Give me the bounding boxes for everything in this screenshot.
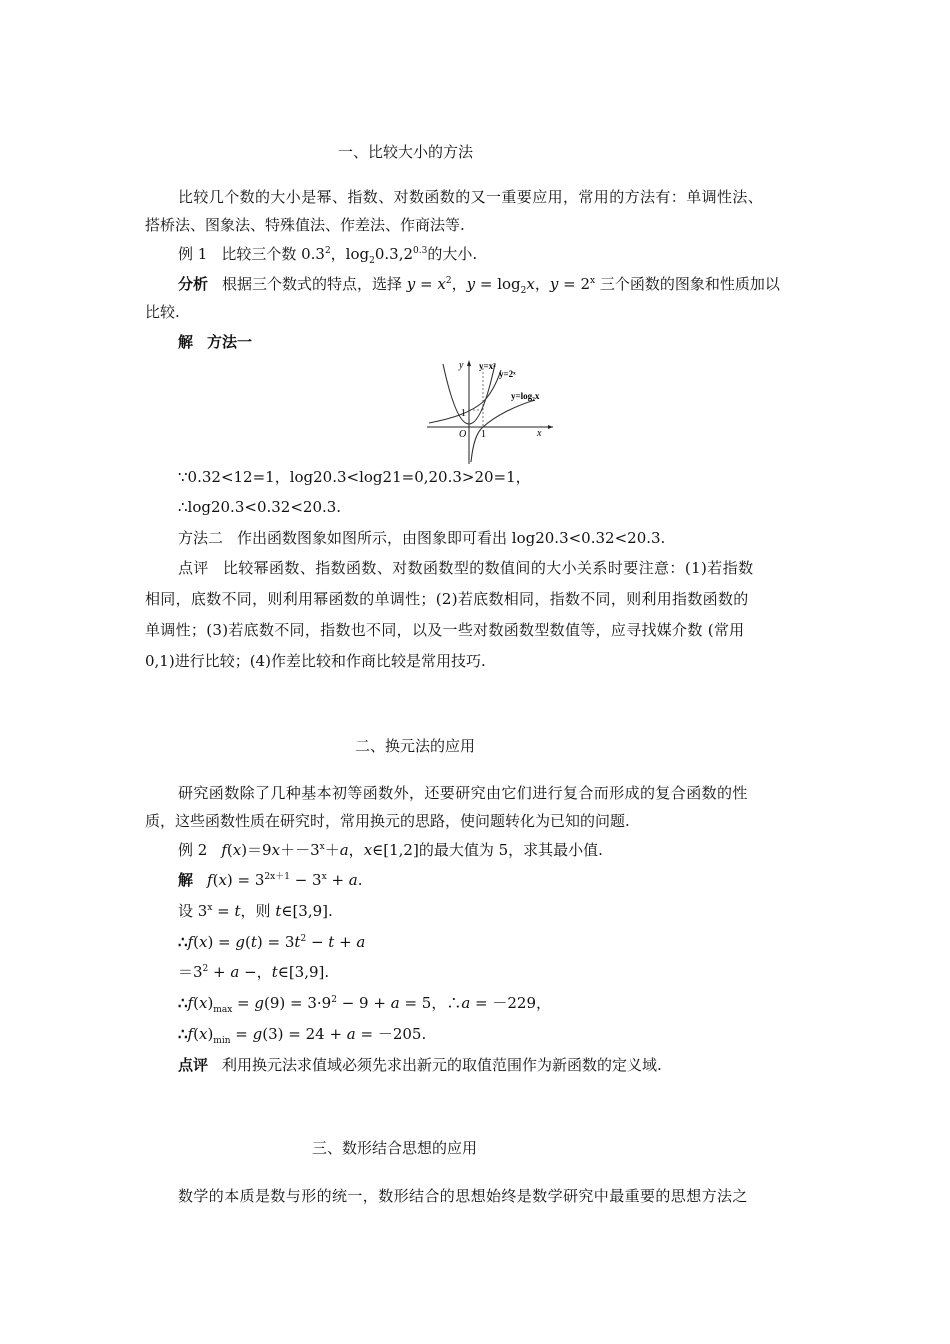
therefore-line: ∴log20.3<0.32<20.3. xyxy=(178,498,342,516)
function-graph xyxy=(425,356,560,466)
graph-label-x-one: 1 xyxy=(481,429,486,440)
section-3-intro-line-1: 数学的本质是数与形的统一，数形结合的思想始终是数学研究中最重要的思想方法之 xyxy=(178,1187,748,1205)
derivation-line-2: $=3^2 + a$ −，t∈[3,9]. xyxy=(178,963,330,981)
solution-2-label: 解 xyxy=(178,871,194,889)
graph-label-log2-x: y=log₂x xyxy=(511,391,540,401)
analysis-line-1: 分析 根据三个数式的特点，选择 $y = x^2$，$y = \log_2x$，$y = 2^x$ 三个函数的图象和性质加以 xyxy=(178,275,780,296)
graph-label-x: x xyxy=(537,428,542,439)
comment-1-label: 点评 xyxy=(178,559,209,577)
example-1-label: 例 1 xyxy=(178,245,208,263)
graph-label-y-one: 1 xyxy=(461,408,466,419)
derivation-line-4: $\therefore f(x)_{min} = g(3) = 24 + a = -205$. xyxy=(178,1025,427,1046)
solution-2-line: 解 $f(x) = 3^{2x+1} - 3^x + a$. xyxy=(178,871,363,889)
analysis-line-2: 比较. xyxy=(145,303,180,321)
derivation-line-1: ∴f(x) = $g(t) = 3t^2 - t + a$ xyxy=(178,933,366,951)
comment-1-line-2: 相同，底数不同，则利用幂函数的单调性；(2)若底数相同，指数不同，则利用指数函数的 xyxy=(145,590,749,608)
graph-label-x-squared: y=x² xyxy=(479,361,496,371)
section-1-intro-line-1: 比较几个数的大小是幂、指数、对数函数的又一重要应用，常用的方法有：单调性法、 xyxy=(178,188,764,206)
solution-label: 解 xyxy=(178,333,194,351)
comment-2-line: 点评 利用换元法求值域必须先求出新元的取值范围作为新函数的定义域. xyxy=(178,1056,662,1074)
derivation-line-3: $\therefore f(x)_{max} = g(9) = 3\cdot 9^2 - 9 + a = 5$，∴a = －229， xyxy=(178,994,552,1015)
section-1-intro-line-2: 搭桥法、图象法、特殊值法、作差法、作商法等. xyxy=(145,216,465,234)
graph-label-2-power-x: y=2ˣ xyxy=(499,369,516,379)
example-1: 例 1 比较三个数 $0.3^2$，$\log_20.3,2^{0.3}$的大小. xyxy=(178,245,478,266)
section-2-intro-line-1: 研究函数除了几种基本初等函数外，还要研究由它们进行复合而形成的复合函数的性 xyxy=(178,784,748,802)
section-1-heading: 一、比较大小的方法 xyxy=(338,143,474,161)
section-2-intro-line-2: 质，这些函数性质在研究时，常用换元的思路，使问题转化为已知的问题. xyxy=(145,812,630,830)
solution-1-header xyxy=(178,331,252,353)
x-axis-arrow xyxy=(548,425,553,429)
method-2-line: 方法二 作出函数图象如图所示，由图象即可看出 log20.3<0.32<20.3. xyxy=(178,529,666,547)
section-3-heading: 三、数形结合思想的应用 xyxy=(312,1139,478,1157)
y-axis-arrow xyxy=(467,360,471,366)
section-2-heading: 二、换元法的应用 xyxy=(355,737,476,755)
example-2: 例 2 $f(x)=9x+-3^x+a$，x∈[1,2]的最大值为 5，求其最小值. xyxy=(178,841,603,859)
method-2-label: 方法二 xyxy=(178,529,224,547)
comment-1-line-1: 点评 比较幂函数、指数函数、对数函数型的数值间的大小关系时要注意：(1)若指数 xyxy=(178,559,754,577)
graph-label-y: y xyxy=(459,360,464,371)
method-1-label: 方法一 xyxy=(207,333,253,351)
analysis-label: 分析 xyxy=(178,275,209,293)
because-line: ∵0.32<12=1，log20.3<log21=0,20.3>20=1， xyxy=(178,468,531,486)
comment-1-line-4: 0,1)进行比较；(4)作差比较和作商比较是常用技巧. xyxy=(145,652,486,670)
comment-1-line-3: 单调性；(3)若底数不同，指数也不同，以及一些对数函数型数值等，应寻找媒介数 (常用 xyxy=(145,621,745,639)
example-2-label: 例 2 xyxy=(178,841,208,859)
comment-2-label: 点评 xyxy=(178,1056,209,1074)
substitution-line: 设 $3^x = t$，则 t∈[3,9]. xyxy=(178,902,333,920)
graph-label-origin: O xyxy=(459,429,467,440)
